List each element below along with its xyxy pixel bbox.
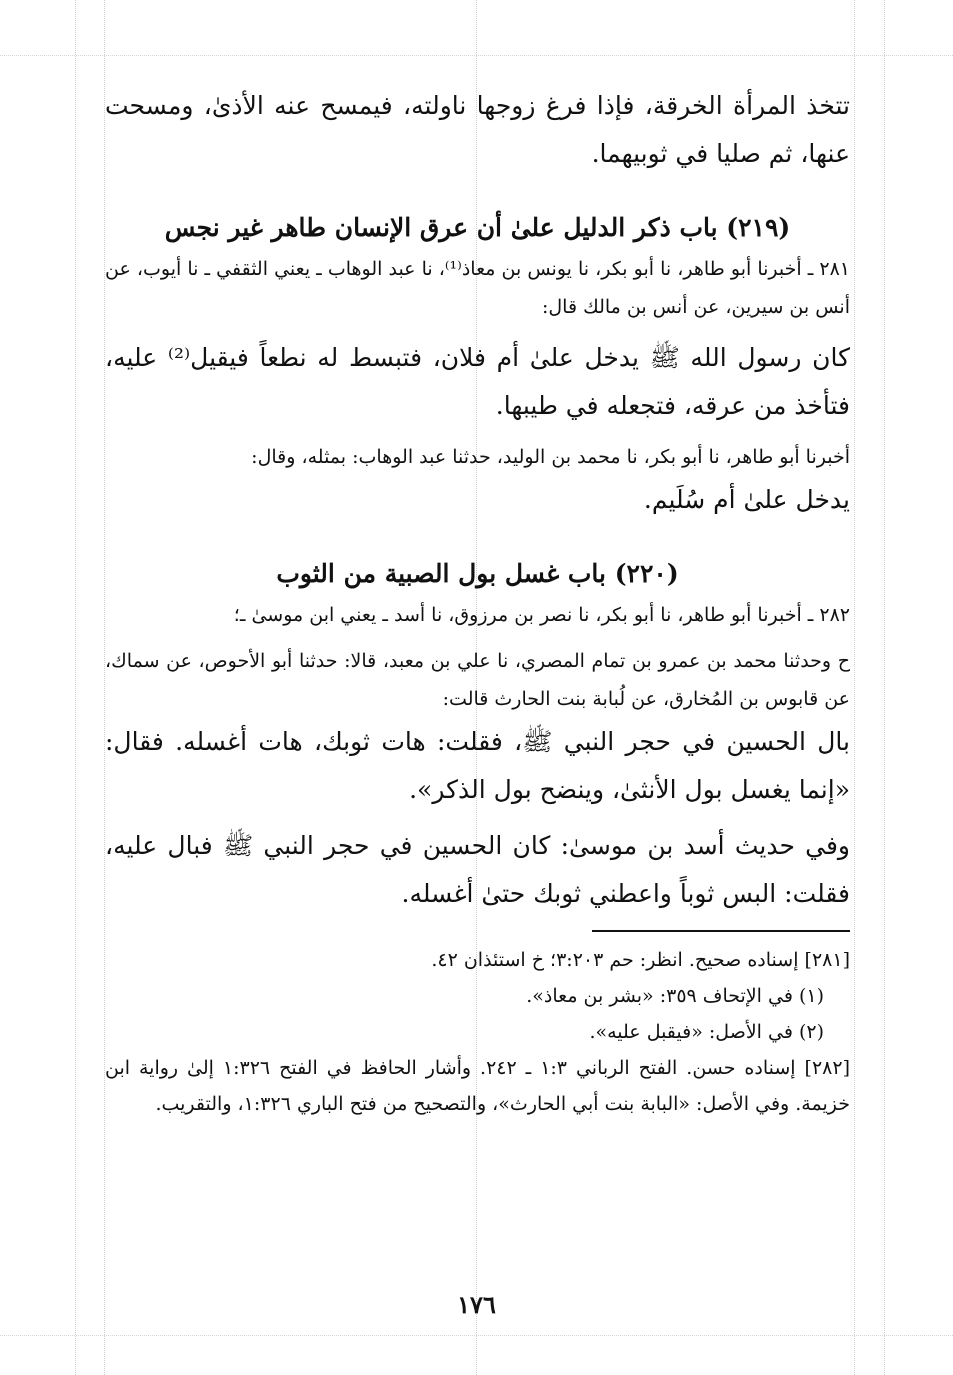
page-body [105,82,850,1122]
intro-paragraph: تتخذ المرأة الخرقة، فإذا فرغ زوجها ناولته، فيمسح عنه الأذىٰ، ومسحت عنها، ثم صليا في ثوبيهما. [105,91,850,168]
footnote-2: (٢) في الأصل: «فيقبل عليه». [589,1021,824,1043]
footnote-281: [٢٨١] إسناده صحيح. انظر: حم ٣:٢٠٣؛ خ استئذان ٤٢. [431,949,850,971]
hadith-281-alt-isnad: أخبرنا أبو طاهر، نا أبو بكر، نا محمد بن الوليد، حدثنا عبد الوهاب: بمثله، وقال: [251,446,850,468]
hadith-282-alt-matn: وفي حديث أسد بن موسىٰ: كان الحسين في حجر النبي ﷺ فبال عليه، فقلت: البس ثوباً واعطني ثوبك حتىٰ أغسله. [105,831,850,908]
chapter-219-heading: (٢١٩) باب ذكر الدليل علىٰ أن عرق الإنسان طاهر غير نجس [164,213,791,242]
guide-line [884,0,885,1375]
hadith-281-isnad: ٢٨١ ـ أخبرنا أبو طاهر، نا أبو بكر، نا يونس بن معاذ⁽¹⁾، نا عبد الوهاب ـ يعني الثقفي ـ نا أيوب، عن أنس بن سيرين، عن أنس بن مالك قال: [105,258,850,318]
guide-line [854,0,855,1375]
page-number: ١٧٦ [457,1290,496,1319]
hadith-282-isnad-2: ح وحدثنا محمد بن عمرو بن تمام المصري، نا علي بن معبد، قالا: حدثنا أبو الأحوص، عن سماك، عن قابوس بن المُخارق، عن لُبابة بنت الحارث قالت: [105,650,850,710]
guide-line [75,0,76,1375]
hadith-282-matn: بال الحسين في حجر النبي ﷺ، فقلت: هات ثوبك، هات أغسله. فقال: «إنما يغسل بول الأنثىٰ، وينضح بول الذكر». [105,727,850,804]
hadith-281-matn: كان رسول الله ﷺ يدخل علىٰ أم فلان، فتبسط له نطعاً فيقيل⁽²⁾ عليه، فتأخذ من عرقه، فتجعله في طيبها. [105,343,850,420]
hadith-281-alt-matn: يدخل علىٰ أم سُلَيم. [643,485,850,514]
footnote-separator [592,930,850,932]
footnote-282: [٢٨٢] إسناده حسن. الفتح الرباني ١:٣ ـ ٢٤٢. وأشار الحافظ في الفتح ١:٣٢٦ إلىٰ رواية ابن خزيمة. وفي الأصل: «البابة بنت أبي الحارث»، والتصحيح من فتح الباري ١:٣٢٦، والتقريب. [105,1057,850,1115]
guide-line [0,55,953,56]
footnote-1: (١) في الإتحاف ٣٥٩: «بشر بن معاذ». [526,985,824,1007]
hadith-282-isnad: ٢٨٢ ـ أخبرنا أبو طاهر، نا أبو بكر، نا نصر بن مرزوق، نا أسد ـ يعني ابن موسىٰ ـ؛ [233,604,850,626]
chapter-220-heading: (٢٢٠) باب غسل بول الصبية من الثوب [276,559,679,588]
guide-line [0,1335,953,1336]
